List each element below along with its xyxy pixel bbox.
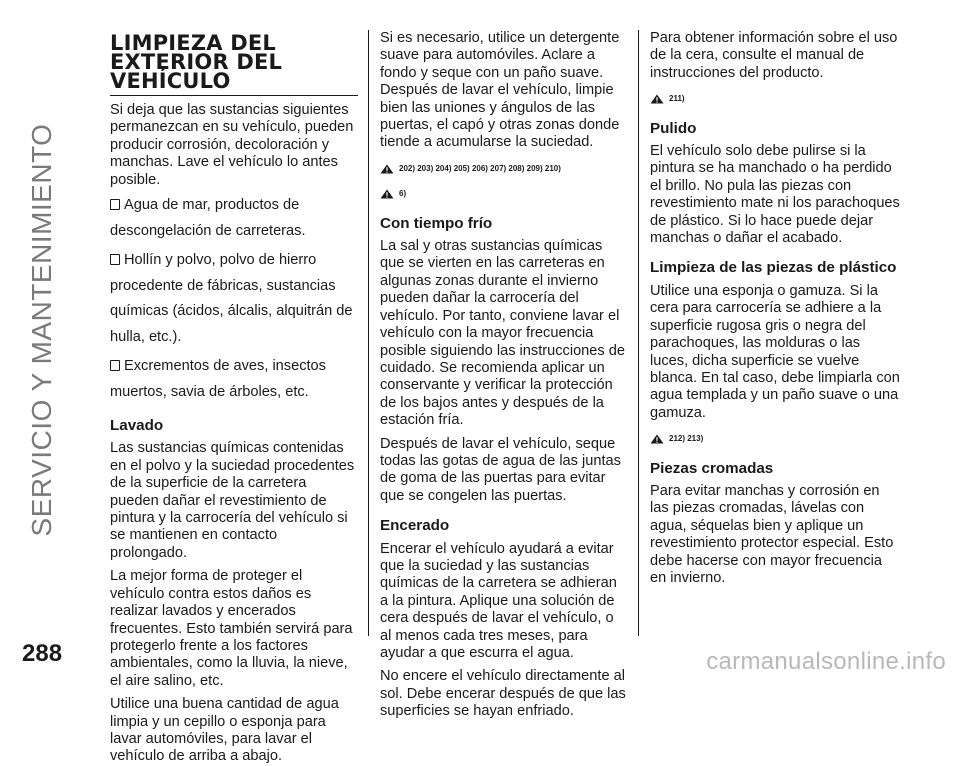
- paragraph: Para evitar manchas y corrosión en las piezas cromadas, lávelas con agua, séquelas bien y aplique un revestimiento protector especial. Esto debe hacerse con mayor frecuencia en invierno.: [650, 482, 894, 586]
- section-title: LIMPIEZA DEL EXTERIOR DEL VEHÍCULO: [110, 34, 358, 96]
- column-2: [380, 30, 628, 721]
- checkbox-bullet-icon: [110, 199, 120, 210]
- notice-reference-number: 6): [399, 189, 407, 199]
- subsection-heading-lavado: Lavado: [110, 417, 164, 435]
- paragraph: Después de lavar el vehículo, seque todas las gotas de agua de las juntas de goma de las puertas para evitar que se congelen las puertas.: [380, 435, 621, 504]
- list-item: [110, 248, 358, 350]
- page-number: 288: [22, 640, 63, 667]
- subsection-heading-pulido: Pulido: [650, 119, 697, 137]
- paragraph: La sal y otras sustancias químicas que se vierten en las carreteras en algunas zonas durante el invierno pueden dañar la carrocería del vehículo. Por tanto, conviene lavar el vehículo con la mayor frecuencia posible siguiendo las instrucciones de cuidado. Se recomienda aplicar un conservante y verificar la protección de los bajos antes y después de la estación fría.: [380, 238, 626, 429]
- paragraph: Utilice una esponja o gamuza. Si la cera para carrocería se adhiere a la superficie rugosa gris o negra del parachoques, las molduras o las luces, dicha superficie se vuelve blanca. En tal caso, debe limpiarla con agua templada y un paño suave o una gamuza.: [650, 282, 900, 421]
- intro-paragraph: Si deja que las sustancias siguientes permanezcan en su vehículo, pueden producir corrosión, decoloración y manchas. Lave el vehículo lo antes posible.: [110, 102, 354, 188]
- site-watermark: carmanualsonline.info: [706, 648, 946, 675]
- checkbox-bullet-icon: [110, 360, 120, 371]
- paragraph: No encere el vehículo directamente al sol. Debe encerar después de que las superficies se hayan enfriado.: [380, 668, 626, 720]
- paragraph: Para obtener información sobre el uso de la cera, consulte el manual de instrucciones del producto.: [650, 30, 898, 81]
- checkbox-bullet-icon: [110, 254, 120, 265]
- subsection-heading-frio: Con tiempo frío: [380, 214, 493, 232]
- warning-reference: [650, 430, 900, 447]
- column-divider: [638, 30, 639, 636]
- notice-reference: [380, 185, 628, 202]
- list-item: [110, 354, 358, 405]
- list-item-text: Hollín y polvo, polvo de hierro procedente de fábricas, sustancias químicas (ácidos, álcalis, alquitrán de hulla, etc.).: [110, 252, 353, 345]
- subsection-heading-cromadas: Piezas cromadas: [650, 459, 774, 477]
- paragraph: Si es necesario, utilice un detergente suave para automóviles. Aclare a fondo y seque con un paño suave. Después de lavar el vehículo, limpie bien las uniones y ángulos de las puertas, el capó y otras zonas donde tiende a acumularse la suciedad.: [380, 30, 620, 151]
- warning-reference-numbers: 202) 203) 204) 205) 206) 207) 208) 209) 210): [399, 163, 561, 173]
- paragraph: El vehículo solo debe pulirse si la pintura se ha manchado o ha perdido el brillo. No pula las piezas con revestimiento mate ni los parachoques de plástico. Si lo hace puede dejar manchas o dañar el acabado.: [650, 143, 900, 247]
- warning-reference: [650, 90, 900, 107]
- chapter-side-tab: SERVICIO Y MANTENIMIENTO: [26, 123, 57, 537]
- list-item: [110, 193, 358, 244]
- column-3: [650, 30, 900, 587]
- warning-triangle-icon: [380, 189, 394, 199]
- paragraph: Utilice una buena cantidad de agua limpia y un cepillo o esponja para lavar automóviles, para lavar el vehículo de arriba a abajo.: [110, 696, 339, 765]
- paragraph: Las sustancias químicas contenidas en el polvo y la suciedad procedentes de la superficie de la carretera pueden dañar el revestimiento de pintura y la carrocería del vehículo si se mantienen en contacto prolongado.: [110, 440, 355, 561]
- subsection-heading-plastico: Limpieza de las piezas de plástico: [650, 259, 897, 277]
- subsection-heading-encerado: Encerado: [380, 517, 450, 535]
- warning-reference-number: 211): [669, 94, 685, 104]
- warning-triangle-icon: [650, 434, 664, 444]
- warning-triangle-icon: [650, 94, 664, 104]
- list-item-text: Agua de mar, productos de descongelación de carreteras.: [110, 197, 306, 239]
- warning-triangle-icon: [380, 164, 394, 174]
- warning-reference-numbers: 212) 213): [669, 434, 704, 444]
- paragraph: Encerar el vehículo ayudará a evitar que la suciedad y las sustancias químicas de la carretera se adhieran a la pintura. Aplique una solución de cera después de lavar el vehículo, o al menos cada tres meses, para ayudar a que escurra el agua.: [380, 540, 617, 661]
- column-divider: [368, 30, 369, 636]
- list-item-text: Excrementos de aves, insectos muertos, savia de árboles, etc.: [110, 358, 326, 400]
- warning-reference: [380, 160, 628, 177]
- paragraph: La mejor forma de proteger el vehículo contra estos daños es realizar lavados y encerados frecuentes. Esto también servirá para protegerlo frente a los factores ambientales, como la lluvia, la nieve, el aire salino, etc.: [110, 568, 353, 689]
- column-1: [110, 30, 358, 766]
